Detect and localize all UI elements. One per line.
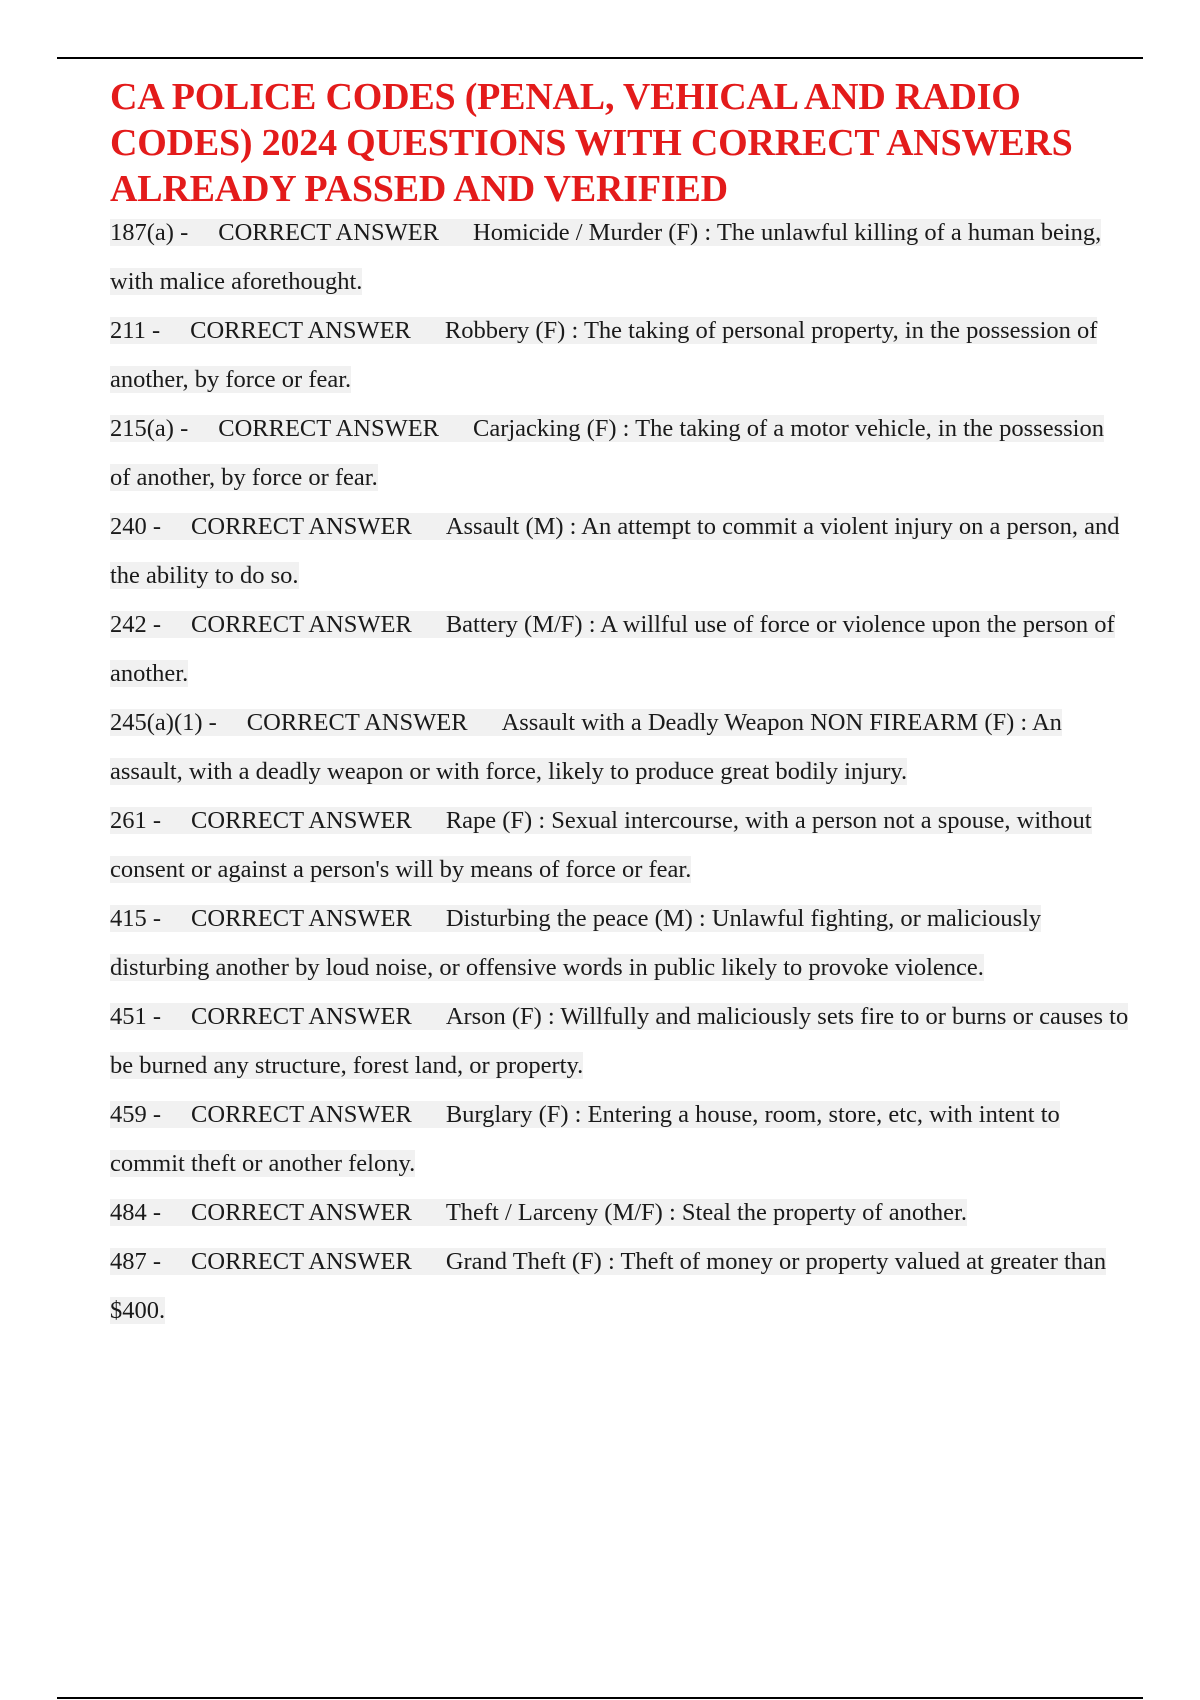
document-title: CA POLICE CODES (PENAL, VEHICAL AND RADIO CODES) 2024 QUESTIONS WITH CORRECT ANSWERS ALREADY PASSED AND VERIFIED <box>110 76 1073 210</box>
qa-answer: Theft / Larceny (M/F) : Steal the property of another. <box>445 1199 967 1226</box>
qa-item <box>110 698 1130 796</box>
qa-answer: Disturbing the peace (M) : Unlawful fighting, or maliciously disturbing another by loud noise, or offensive words in public likely to provoke violence. <box>110 905 1042 981</box>
qa-code: 451 - <box>110 1003 162 1030</box>
qa-code: 261 - <box>110 807 162 834</box>
qa-code: 211 - <box>110 317 161 344</box>
qa-label: CORRECT ANSWER <box>218 415 439 442</box>
qa-item <box>110 894 1130 992</box>
qa-label: CORRECT ANSWER <box>191 905 412 932</box>
qa-label: CORRECT ANSWER <box>190 317 411 344</box>
qa-label: CORRECT ANSWER <box>191 1101 412 1128</box>
qa-item <box>110 1090 1130 1188</box>
qa-label: CORRECT ANSWER <box>191 807 412 834</box>
qa-item <box>110 306 1130 404</box>
qa-item <box>110 992 1130 1090</box>
qa-code: 415 - <box>110 905 162 932</box>
qa-label: CORRECT ANSWER <box>191 1003 412 1030</box>
qa-item <box>110 404 1130 502</box>
qa-item <box>110 502 1130 600</box>
qa-answer: Assault (M) : An attempt to commit a violent injury on a person, and the ability to do so. <box>110 513 1120 589</box>
qa-answer: Robbery (F) : The taking of personal property, in the possession of another, by force or fear. <box>110 317 1098 393</box>
qa-item <box>110 600 1130 698</box>
qa-code: 487 - <box>110 1248 162 1275</box>
qa-code: 484 - <box>110 1199 162 1226</box>
qa-answer: Carjacking (F) : The taking of a motor vehicle, in the possession of another, by force or fear. <box>110 415 1104 491</box>
qa-label: CORRECT ANSWER <box>191 513 412 540</box>
qa-code: 240 - <box>110 513 162 540</box>
qa-label: CORRECT ANSWER <box>191 1248 412 1275</box>
qa-code: 245(a)(1) - <box>110 709 217 736</box>
qa-code: 459 - <box>110 1101 162 1128</box>
qa-label: CORRECT ANSWER <box>246 709 468 736</box>
qa-answer: Arson (F) : Willfully and maliciously sets fire to or burns or causes to be burned any structure, forest land, or property. <box>110 1003 1129 1079</box>
bottom-rule <box>57 1697 1143 1699</box>
qa-label: CORRECT ANSWER <box>218 219 439 246</box>
top-rule <box>57 57 1143 59</box>
qa-answer: Rape (F) : Sexual intercourse, with a person not a spouse, without consent or against a person's will by means of force or fear. <box>110 807 1092 883</box>
qa-item <box>110 1188 1130 1237</box>
qa-item <box>110 796 1130 894</box>
qa-item <box>110 208 1130 306</box>
qa-code: 187(a) - <box>110 219 189 246</box>
qa-code: 215(a) - <box>110 415 189 442</box>
qa-code: 242 - <box>110 611 162 638</box>
qa-answer: Burglary (F) : Entering a house, room, store, etc, with intent to commit theft or another felony. <box>110 1101 1060 1177</box>
qa-answer: Battery (M/F) : A willful use of force or violence upon the person of another. <box>110 611 1115 687</box>
qa-label: CORRECT ANSWER <box>191 611 412 638</box>
qa-answer: Assault with a Deadly Weapon NON FIREARM (F) : An assault, with a deadly weapon or with force, likely to produce great bodily injury. <box>110 709 1062 785</box>
qa-item <box>110 1237 1130 1335</box>
qa-answer: Homicide / Murder (F) : The unlawful killing of a human being, with malice aforethought. <box>110 219 1102 295</box>
qa-label: CORRECT ANSWER <box>191 1199 412 1226</box>
qa-answer: Grand Theft (F) : Theft of money or property valued at greater than $400. <box>110 1248 1107 1324</box>
qa-list <box>110 208 1130 1335</box>
